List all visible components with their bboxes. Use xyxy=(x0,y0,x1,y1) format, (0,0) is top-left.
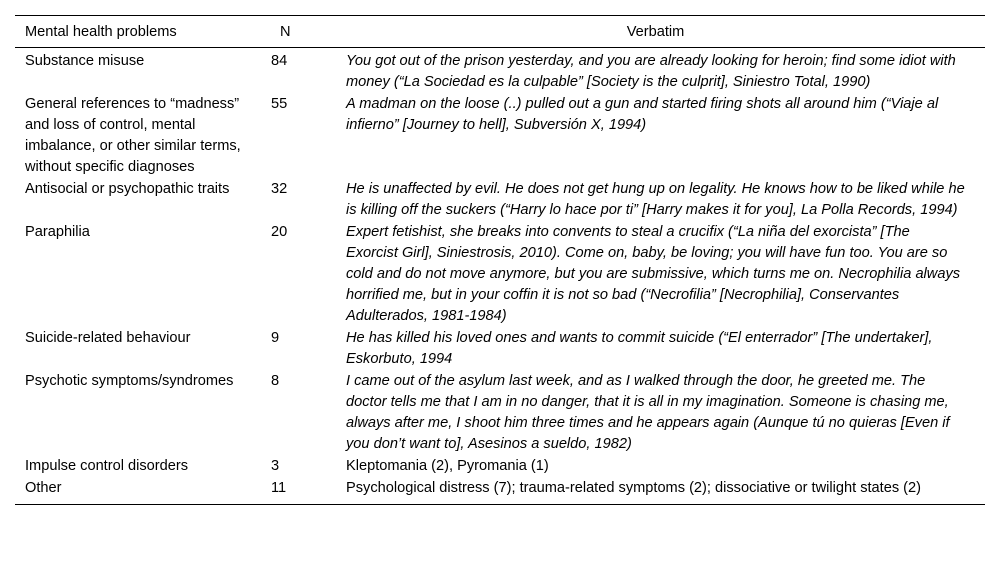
header-verbatim: Verbatim xyxy=(346,16,985,48)
cell-problem: Impulse control disorders xyxy=(25,458,189,474)
cell-problem: Paraphilia xyxy=(25,224,90,240)
cell-problem: Other xyxy=(15,477,267,505)
cell-problem: Substance misuse xyxy=(25,53,145,69)
table-row xyxy=(15,48,985,94)
table-header-row xyxy=(15,16,985,48)
cell-verbatim: Psychological distress (7); trauma-related symptoms (2); dissociative or twilight states (2) xyxy=(346,477,985,505)
table-row xyxy=(15,178,985,221)
cell-verbatim: Expert fetishist, she breaks into convents to steal a crucifix (“La niña del exorcista” [The Exorcist Girl], Siniestrosis, 2010). Come on, baby, be loving; you will have fun too. You are so cold and do not move anymore, but you are submissive, which turns me on. Necrophilia always horrified me, but in your coffin it is not so bad (“Necrofilia” [Necrophilia], Conservantes Adulterados, 1981-1984) xyxy=(346,224,961,324)
cell-problem: Suicide-related behaviour xyxy=(25,330,191,346)
table-row xyxy=(15,370,985,455)
mental-health-table-container xyxy=(15,15,985,505)
cell-verbatim: He has killed his loved ones and wants to commit suicide (“El enterrador” [The undertaker], Eskorbuto, 1994 xyxy=(346,330,933,367)
cell-n: 9 xyxy=(271,330,280,346)
header-problem: Mental health problems xyxy=(15,16,267,48)
table-row xyxy=(15,477,985,505)
table-row xyxy=(15,455,985,477)
cell-verbatim: He is unaffected by evil. He does not get hung up on legality. He knows how to be liked while he is killing off the suckers (“Harry lo hace por ti” [Harry makes it for you], La Polla Records, 1994) xyxy=(346,181,965,218)
table-row xyxy=(15,327,985,370)
cell-n: 20 xyxy=(271,224,288,240)
cell-problem: Psychotic symptoms/syndromes xyxy=(25,373,234,389)
cell-verbatim: You got out of the prison yesterday, and you are already looking for heroin; find some idiot with money (“La Sociedad es la culpable” [Society is the culprit], Siniestro Total, 1990) xyxy=(346,53,956,90)
cell-verbatim: A madman on the loose (..) pulled out a gun and started firing shots all around him (“Viaje al infierno” [Journey to hell], Subversión X, 1994) xyxy=(346,96,939,133)
cell-verbatim: I came out of the asylum last week, and as I walked through the door, he greeted me. The doctor tells me that I am in no danger, that it is all in my imagination. Someone is chasing me, always after me, I shoot him three times and he appears again (Aunque tú no quieras [Even if you don’t want to], Asesinos a sueldo, 1982) xyxy=(346,373,950,452)
cell-verbatim: Kleptomania (2), Pyromania (1) xyxy=(346,458,549,474)
cell-n: 11 xyxy=(267,477,346,505)
table-row xyxy=(15,221,985,327)
cell-n: 32 xyxy=(271,181,288,197)
cell-n: 84 xyxy=(271,53,288,69)
cell-problem: General references to “madness” and loss of control, mental imbalance, or other similar terms, without specific diagnoses xyxy=(25,96,241,175)
cell-n: 55 xyxy=(271,96,288,112)
table-row xyxy=(15,93,985,178)
cell-n: 8 xyxy=(271,373,280,389)
mental-health-table xyxy=(15,15,985,505)
cell-n: 3 xyxy=(271,458,280,474)
header-n: N xyxy=(267,16,346,48)
cell-problem: Antisocial or psychopathic traits xyxy=(25,181,230,197)
